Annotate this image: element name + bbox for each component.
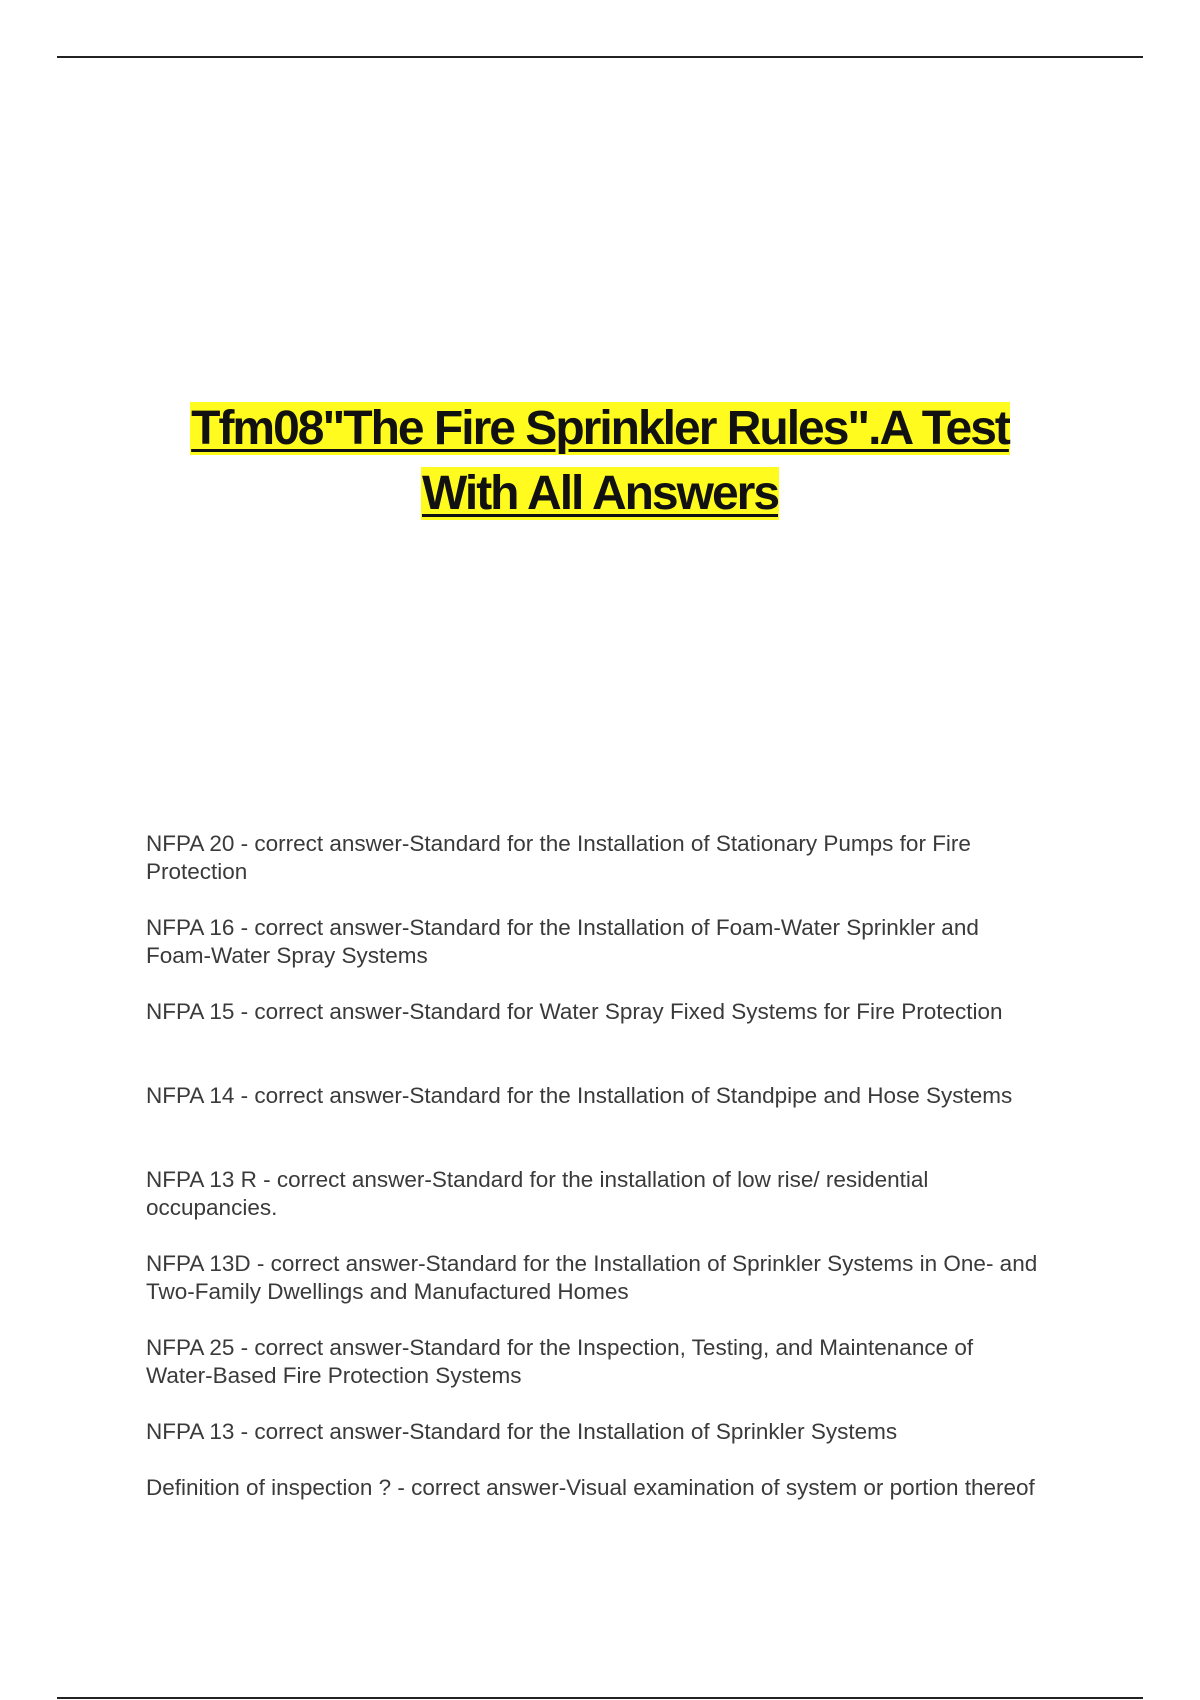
question-answer-list [146, 830, 1046, 1558]
qa-item: NFPA 16 - correct answer-Standard for the Installation of Foam-Water Sprinkler and Foam-Water Spray Systems [146, 915, 979, 968]
qa-item: NFPA 14 - correct answer-Standard for the Installation of Standpipe and Hose Systems [146, 1083, 1013, 1108]
document-title [100, 396, 1100, 526]
qa-item: Definition of inspection ? - correct answer-Visual examination of system or portion thereof [146, 1475, 1035, 1500]
header-rule [57, 56, 1143, 58]
qa-item: NFPA 25 - correct answer-Standard for the Inspection, Testing, and Maintenance of Water-Based Fire Protection Systems [146, 1335, 974, 1388]
footer-rule [57, 1697, 1143, 1699]
title-line-2: With All Answers [421, 467, 779, 520]
qa-item: NFPA 13 - correct answer-Standard for the Installation of Sprinkler Systems [146, 1419, 898, 1444]
qa-item: NFPA 20 - correct answer-Standard for the Installation of Stationary Pumps for Fire Protection [146, 831, 971, 884]
qa-item: NFPA 13 R - correct answer-Standard for the installation of low rise/ residential occupancies. [146, 1167, 929, 1220]
title-line-1: Tfm08"The Fire Sprinkler Rules".A Test [191, 402, 1009, 455]
qa-item: NFPA 13D - correct answer-Standard for the Installation of Sprinkler Systems in One- and Two-Family Dwellings and Manufactured Homes [146, 1251, 1038, 1304]
qa-item: NFPA 15 - correct answer-Standard for Water Spray Fixed Systems for Fire Protection [146, 999, 1003, 1024]
